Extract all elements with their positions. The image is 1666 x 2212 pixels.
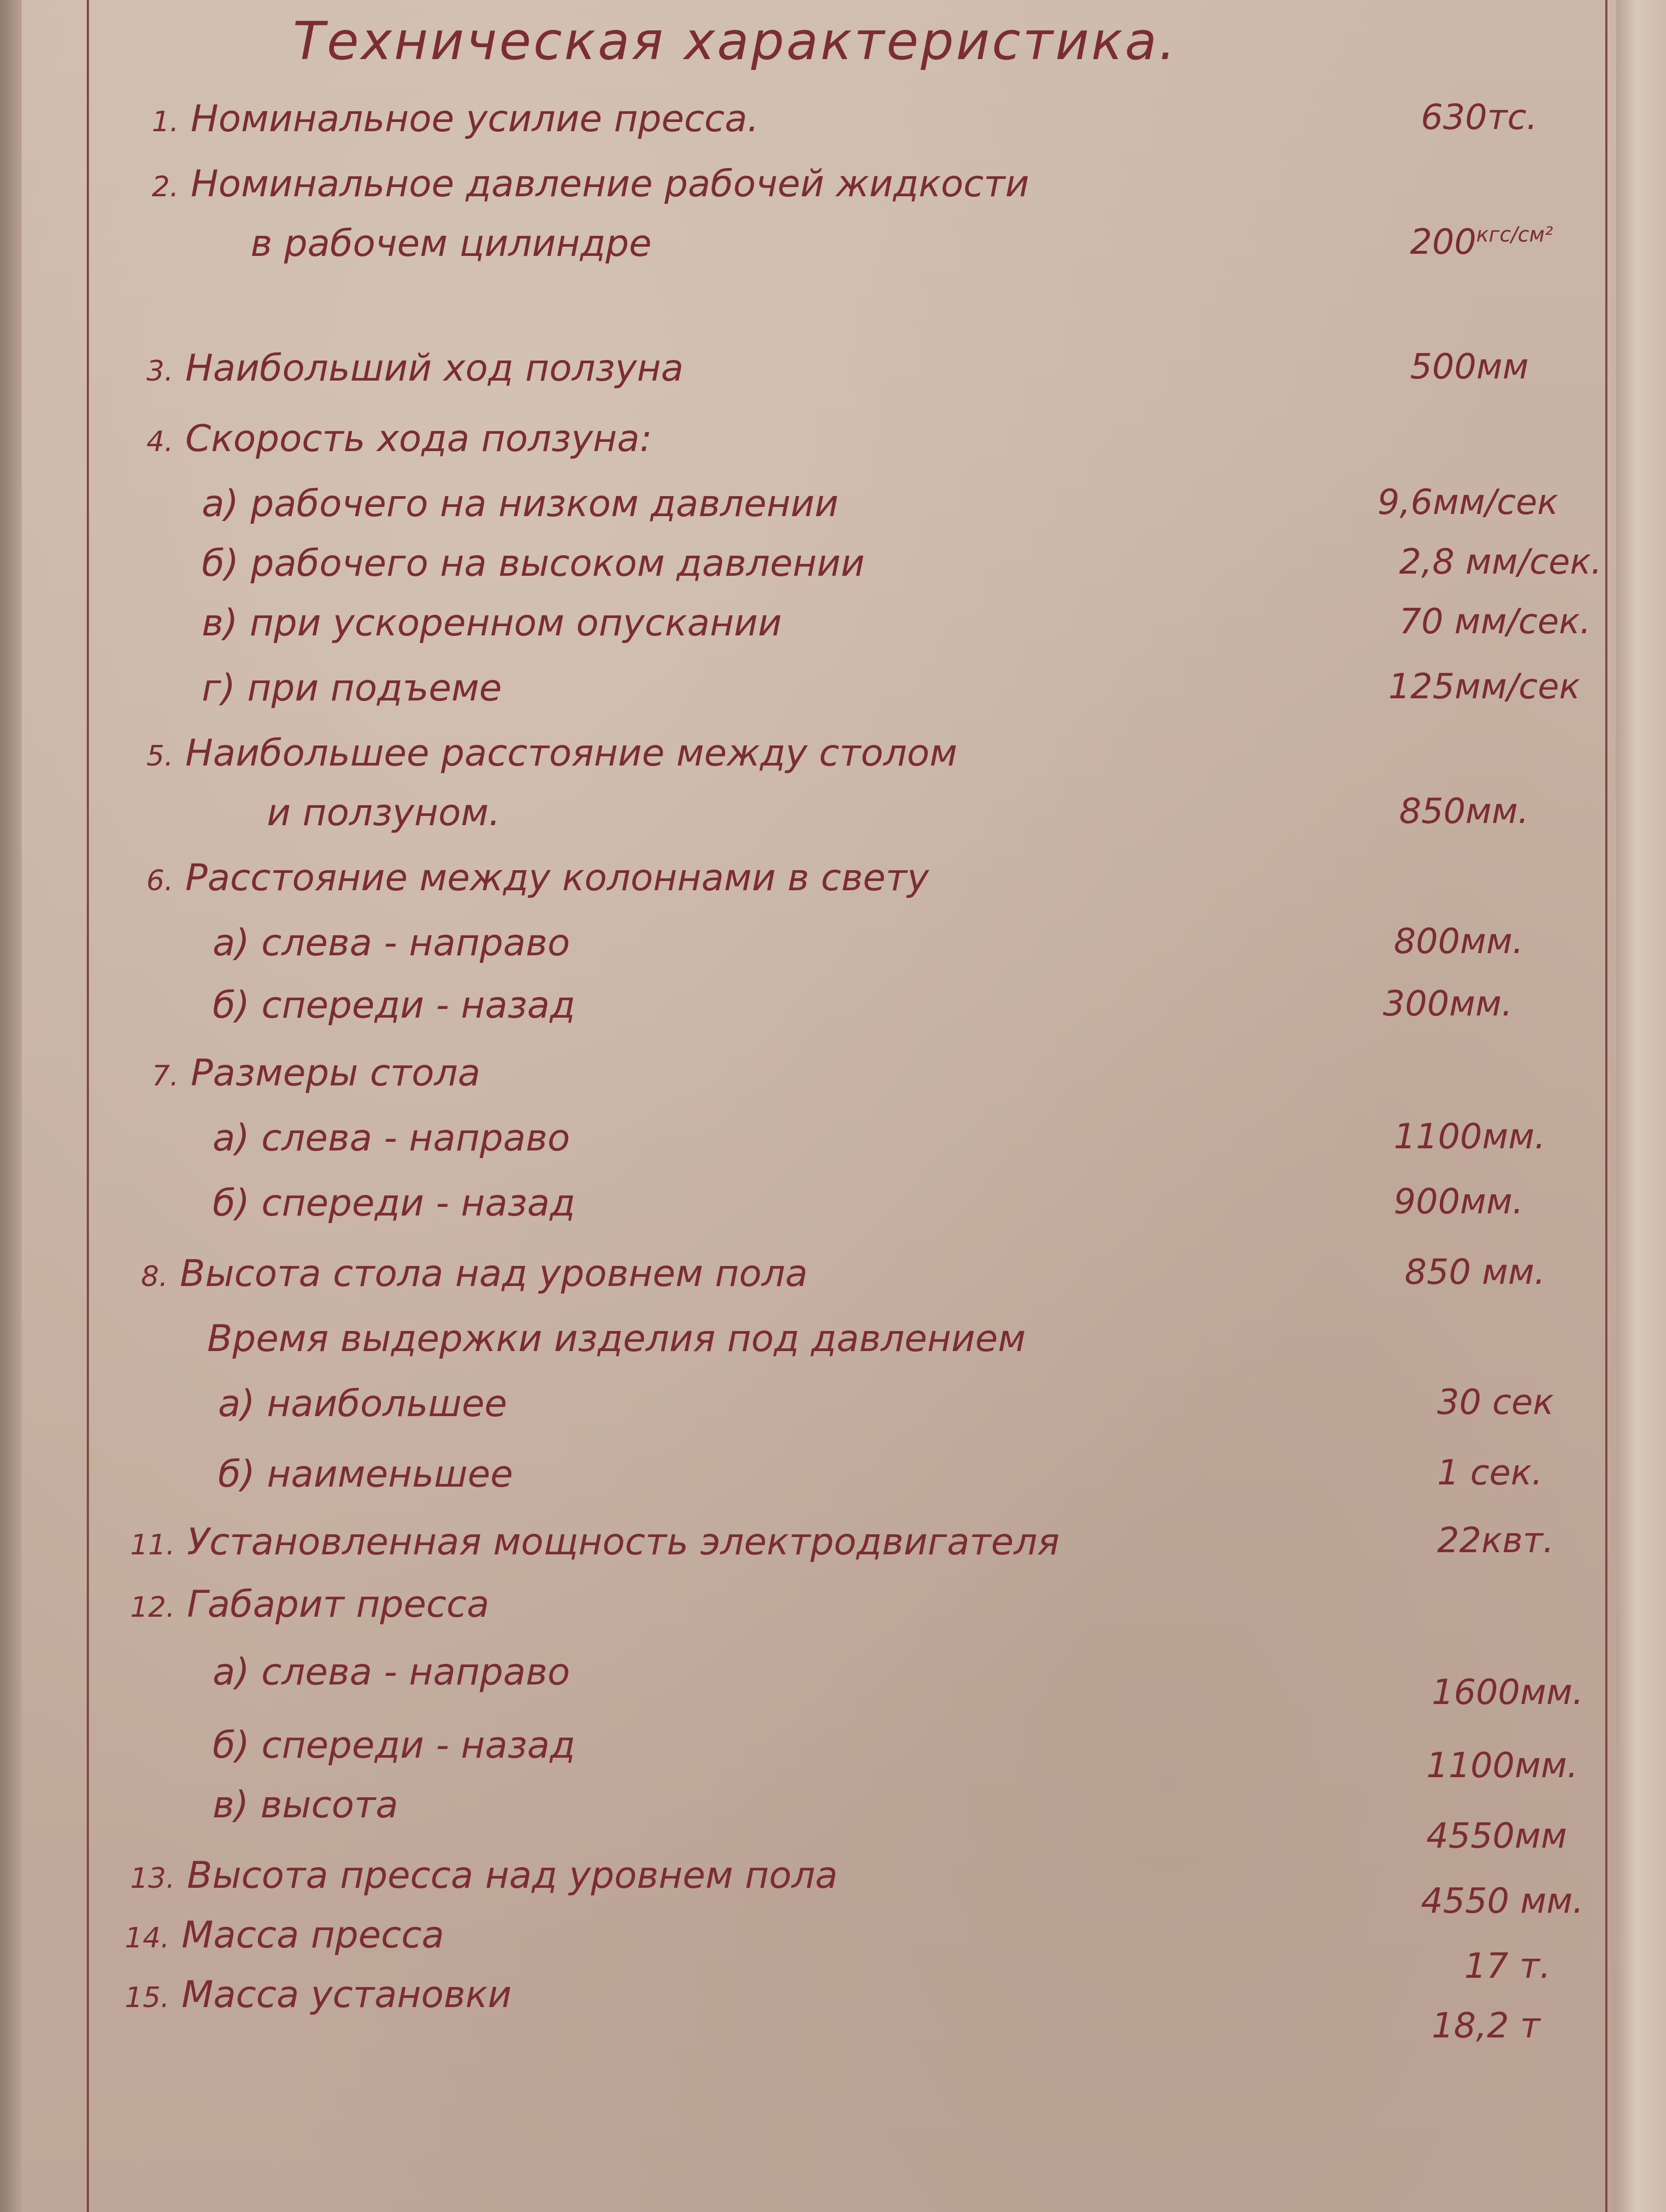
row-label: г) при подъеме	[202, 667, 502, 710]
spec-row	[0, 1724, 1666, 1786]
row-value: 1 сек.	[1437, 1453, 1543, 1493]
spec-row	[0, 163, 1666, 217]
row-value: 22квт.	[1437, 1521, 1554, 1561]
spec-row	[0, 922, 1666, 976]
spec-row	[0, 222, 1666, 276]
row-label: Наибольший ход ползуна	[185, 347, 684, 390]
row-value: 1100мм.	[1426, 1746, 1578, 1786]
row-value: 200	[1410, 222, 1477, 262]
spec-row	[0, 1182, 1666, 1236]
spec-row	[0, 1914, 1666, 1986]
row-label: в) при ускоренном опускании	[202, 602, 782, 645]
row-label: Расстояние между колоннами в свету	[185, 857, 929, 899]
row-value: 1100мм.	[1394, 1117, 1546, 1157]
row-label: Время выдержки изделия под давлением	[207, 1317, 1026, 1360]
row-number: 13.	[130, 1862, 175, 1895]
spec-row	[0, 542, 1666, 596]
spec-row	[0, 602, 1666, 656]
row-number: 4.	[146, 426, 174, 458]
row-label: а) слева - направо	[213, 1651, 571, 1694]
row-value: 1600мм.	[1432, 1673, 1584, 1713]
row-label: Номинальное усилие пресса.	[190, 98, 759, 140]
row-label: Размеры стола	[190, 1052, 480, 1095]
spec-row	[0, 984, 1666, 1038]
spec-row	[0, 1252, 1666, 1307]
row-value: 850мм.	[1399, 792, 1529, 832]
row-value: 18,2 т	[1432, 2006, 1541, 2046]
row-label: Наибольшее расстояние между столом	[185, 732, 958, 775]
document-title: Техническая характеристика.	[293, 11, 1178, 72]
row-label: б) рабочего на высоком давлении	[202, 542, 865, 585]
row-label: и ползуном.	[267, 792, 501, 834]
row-label: а) слева - направо	[213, 922, 571, 964]
row-number: 2.	[152, 171, 179, 203]
row-label: Скорость хода ползуна:	[185, 417, 652, 460]
spec-row	[0, 1117, 1666, 1171]
spec-row	[0, 417, 1666, 472]
row-label: б) спереди - назад	[213, 984, 575, 1027]
spec-row	[0, 98, 1666, 152]
row-label: Масса установки	[181, 1973, 512, 2016]
spec-row	[0, 1973, 1666, 2046]
row-number: 14.	[125, 1922, 170, 1954]
spec-row	[0, 483, 1666, 537]
row-value: 125мм/сек	[1388, 667, 1580, 707]
spec-row	[0, 347, 1666, 401]
row-number: 11.	[130, 1529, 175, 1561]
row-label: в) высота	[213, 1784, 399, 1827]
row-value: 9,6мм/сек	[1377, 483, 1559, 523]
row-number: 12.	[130, 1591, 175, 1624]
spec-row	[0, 1382, 1666, 1437]
row-value: 500мм	[1410, 347, 1529, 387]
row-label: а) наибольшее	[218, 1382, 508, 1425]
row-value: 2,8 мм/сек.	[1399, 542, 1602, 582]
row-label: б) спереди - назад	[213, 1724, 575, 1767]
row-label: а) рабочего на низком давлении	[202, 483, 839, 525]
row-label: Высота пресса над уровнем пола	[187, 1854, 838, 1897]
spec-row	[0, 1521, 1666, 1575]
spec-row	[0, 732, 1666, 786]
row-value: 850 мм.	[1405, 1252, 1546, 1293]
spec-row	[0, 1317, 1666, 1372]
spec-row	[0, 1583, 1666, 1637]
row-number: 5.	[146, 740, 174, 773]
row-number: 6.	[146, 865, 174, 897]
row-value-unit: кгс/см²	[1476, 222, 1553, 247]
row-value: 630тс.	[1421, 98, 1537, 138]
row-value: 30 сек	[1437, 1382, 1554, 1423]
row-value: 300мм.	[1383, 984, 1513, 1024]
row-label: Масса пресса	[181, 1914, 445, 1957]
row-label: в рабочем цилиндре	[251, 222, 652, 265]
row-label: б) спереди - назад	[213, 1182, 575, 1225]
spec-row	[0, 792, 1666, 846]
spec-row	[0, 1784, 1666, 1856]
spec-row	[0, 1453, 1666, 1507]
row-label: а) слева - направо	[213, 1117, 571, 1160]
row-label: Установленная мощность электродвигателя	[187, 1521, 1060, 1564]
row-value: 900мм.	[1394, 1182, 1524, 1222]
row-number: 8.	[141, 1261, 168, 1293]
row-label: Габарит пресса	[187, 1583, 490, 1626]
row-label: Номинальное давление рабочей жидкости	[190, 163, 1029, 205]
row-label: Высота стола над уровнем пола	[180, 1252, 808, 1295]
row-number: 3.	[146, 355, 174, 388]
row-label: б) наименьшее	[218, 1453, 513, 1496]
row-value: 4550мм	[1426, 1816, 1567, 1856]
row-value: 4550 мм.	[1421, 1881, 1584, 1921]
row-number: 7.	[152, 1060, 179, 1092]
spec-row	[0, 1052, 1666, 1106]
row-value: 800мм.	[1394, 922, 1524, 962]
spec-row	[0, 857, 1666, 911]
spec-row	[0, 667, 1666, 721]
row-value: 17 т.	[1464, 1946, 1551, 1986]
spec-row	[0, 1854, 1666, 1921]
row-number: 1.	[152, 106, 179, 138]
spec-row	[0, 1651, 1666, 1713]
row-number: 15.	[125, 1982, 170, 2014]
row-value: 70 мм/сек.	[1399, 602, 1591, 642]
